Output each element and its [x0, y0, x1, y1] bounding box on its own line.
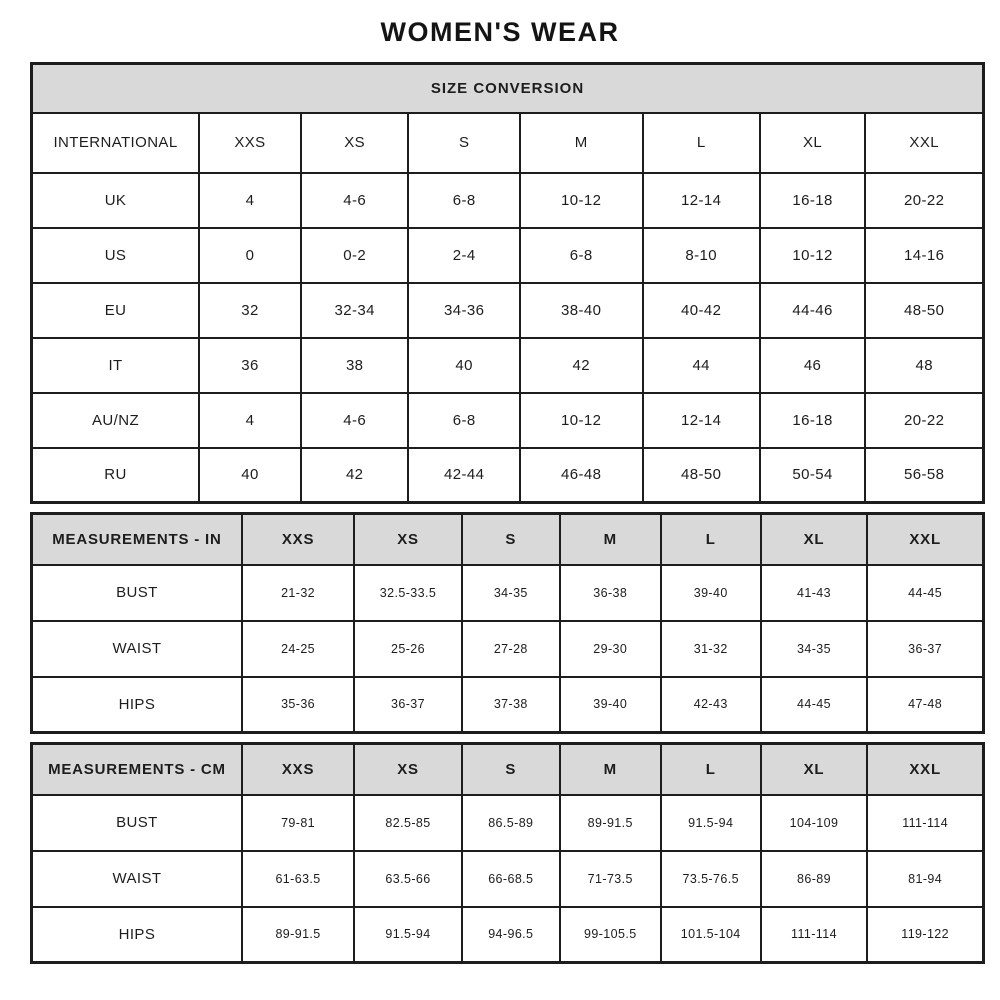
table-row: [32, 565, 984, 621]
column-header: XL: [761, 744, 868, 795]
row-label: WAIST: [32, 851, 242, 907]
corner-header: MEASUREMENTS - IN: [32, 514, 242, 565]
table-cell: 86.5-89: [462, 795, 560, 851]
column-header: XL: [761, 514, 868, 565]
table-cell: 38-40: [520, 283, 643, 338]
table-cell: 6-8: [520, 228, 643, 283]
row-label: EU: [32, 283, 200, 338]
table-cell: 24-25: [242, 621, 354, 677]
table-cell: 48: [865, 338, 983, 393]
table-cell: 89-91.5: [242, 907, 354, 963]
table-cell: 4: [199, 393, 301, 448]
column-header: XL: [760, 113, 866, 173]
corner-header: MEASUREMENTS - CM: [32, 744, 242, 795]
row-label: HIPS: [32, 907, 242, 963]
size-conversion-table: [30, 62, 985, 504]
table-cell: 36-37: [354, 677, 462, 733]
measurements-cm-table: [30, 742, 985, 964]
row-label: AU/NZ: [32, 393, 200, 448]
size-chart-page: [0, 17, 1000, 964]
column-header: XXS: [242, 514, 354, 565]
table-cell: 20-22: [865, 393, 983, 448]
column-header: XS: [354, 514, 462, 565]
table-cell: 40-42: [643, 283, 760, 338]
table-row: [32, 677, 984, 733]
table-cell: 0: [199, 228, 301, 283]
table-cell: 14-16: [865, 228, 983, 283]
table-cell: 32: [199, 283, 301, 338]
table-cell: 36: [199, 338, 301, 393]
table-row: [32, 338, 984, 393]
table-cell: 0-2: [301, 228, 409, 283]
table-cell: 12-14: [643, 173, 760, 228]
column-header: XS: [354, 744, 462, 795]
column-header: XXL: [867, 514, 983, 565]
table-cell: 35-36: [242, 677, 354, 733]
table-cell: 39-40: [661, 565, 761, 621]
table-cell: 91.5-94: [354, 907, 462, 963]
page-title: WOMEN'S WEAR: [380, 17, 620, 47]
table-cell: 41-43: [761, 565, 868, 621]
column-header: M: [520, 113, 643, 173]
table-cell: 91.5-94: [661, 795, 761, 851]
table-cell: 104-109: [761, 795, 868, 851]
table-cell: 44: [643, 338, 760, 393]
table-cell: 66-68.5: [462, 851, 560, 907]
row-label: IT: [32, 338, 200, 393]
row-label: US: [32, 228, 200, 283]
table-cell: 61-63.5: [242, 851, 354, 907]
table-row: [32, 621, 984, 677]
row-label: RU: [32, 448, 200, 503]
table-cell: 29-30: [560, 621, 661, 677]
table-row: [32, 795, 984, 851]
table-cell: 21-32: [242, 565, 354, 621]
table-cell: 40: [199, 448, 301, 503]
table-cell: 4-6: [301, 173, 409, 228]
table-cell: 99-105.5: [560, 907, 661, 963]
table-cell: 73.5-76.5: [661, 851, 761, 907]
table-cell: 86-89: [761, 851, 868, 907]
table-cell: 89-91.5: [560, 795, 661, 851]
table-title-row: [32, 64, 984, 113]
table-cell: 10-12: [520, 173, 643, 228]
table-cell: 6-8: [408, 173, 519, 228]
table-cell: 31-32: [661, 621, 761, 677]
table-cell: 71-73.5: [560, 851, 661, 907]
table-cell: 4: [199, 173, 301, 228]
row-label: WAIST: [32, 621, 242, 677]
table-cell: 79-81: [242, 795, 354, 851]
column-header: XXL: [865, 113, 983, 173]
table-cell: 111-114: [761, 907, 868, 963]
table-cell: 42-43: [661, 677, 761, 733]
table-cell: 42: [301, 448, 409, 503]
table-cell: 111-114: [867, 795, 983, 851]
table-cell: 82.5-85: [354, 795, 462, 851]
column-header-row: [32, 744, 984, 795]
table-cell: 36-38: [560, 565, 661, 621]
table-row: [32, 851, 984, 907]
table-row: [32, 448, 984, 503]
table-cell: 101.5-104: [661, 907, 761, 963]
table-cell: 38: [301, 338, 409, 393]
column-header: M: [560, 744, 661, 795]
table-cell: 32-34: [301, 283, 409, 338]
column-header: S: [462, 744, 560, 795]
table-cell: 39-40: [560, 677, 661, 733]
table-row: [32, 173, 984, 228]
table-cell: 42: [520, 338, 643, 393]
table-cell: 36-37: [867, 621, 983, 677]
table-cell: 48-50: [643, 448, 760, 503]
table-cell: 42-44: [408, 448, 519, 503]
table-cell: 27-28: [462, 621, 560, 677]
table-row: [32, 393, 984, 448]
column-header: L: [661, 744, 761, 795]
table-cell: 16-18: [760, 393, 866, 448]
table-title: SIZE CONVERSION: [32, 64, 984, 113]
table-cell: 12-14: [643, 393, 760, 448]
table-cell: 10-12: [520, 393, 643, 448]
table-cell: 46-48: [520, 448, 643, 503]
measurements-in-table: [30, 512, 985, 734]
column-header: XXS: [199, 113, 301, 173]
table-cell: 119-122: [867, 907, 983, 963]
table-cell: 47-48: [867, 677, 983, 733]
column-header: L: [643, 113, 760, 173]
corner-header: INTERNATIONAL: [32, 113, 200, 173]
table-cell: 48-50: [865, 283, 983, 338]
table-cell: 94-96.5: [462, 907, 560, 963]
table-cell: 44-46: [760, 283, 866, 338]
row-label: BUST: [32, 565, 242, 621]
table-cell: 44-45: [761, 677, 868, 733]
row-label: BUST: [32, 795, 242, 851]
table-cell: 8-10: [643, 228, 760, 283]
table-cell: 37-38: [462, 677, 560, 733]
column-header-row: [32, 113, 984, 173]
table-cell: 50-54: [760, 448, 866, 503]
table-cell: 32.5-33.5: [354, 565, 462, 621]
column-header: XXL: [867, 744, 983, 795]
column-header: S: [408, 113, 519, 173]
table-cell: 16-18: [760, 173, 866, 228]
table-cell: 20-22: [865, 173, 983, 228]
column-header: L: [661, 514, 761, 565]
table-cell: 63.5-66: [354, 851, 462, 907]
table-cell: 10-12: [760, 228, 866, 283]
table-row: [32, 283, 984, 338]
column-header: XXS: [242, 744, 354, 795]
table-row: [32, 228, 984, 283]
table-cell: 56-58: [865, 448, 983, 503]
table-row: [32, 907, 984, 963]
table-cell: 6-8: [408, 393, 519, 448]
row-label: HIPS: [32, 677, 242, 733]
table-cell: 34-36: [408, 283, 519, 338]
table-cell: 46: [760, 338, 866, 393]
table-cell: 44-45: [867, 565, 983, 621]
column-header: S: [462, 514, 560, 565]
column-header: M: [560, 514, 661, 565]
column-header: XS: [301, 113, 409, 173]
column-header-row: [32, 514, 984, 565]
table-cell: 25-26: [354, 621, 462, 677]
table-cell: 2-4: [408, 228, 519, 283]
table-cell: 34-35: [462, 565, 560, 621]
table-cell: 81-94: [867, 851, 983, 907]
row-label: UK: [32, 173, 200, 228]
table-cell: 34-35: [761, 621, 868, 677]
table-cell: 40: [408, 338, 519, 393]
table-cell: 4-6: [301, 393, 409, 448]
